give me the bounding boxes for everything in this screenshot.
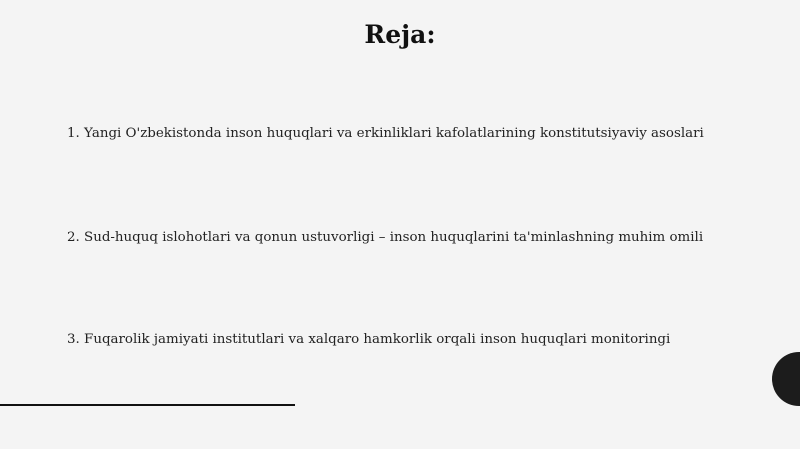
plan-item-1: 1. Yangi O'zbekistonda inson huquqlari va erkinliklari kafolatlarining konstitutsiyaviy asoslari [67,126,704,141]
decorative-divider-line [0,404,295,406]
plan-item-3: 3. Fuqarolik jamiyati institutlari va xalqaro hamkorlik orqali inson huquqlari monitoringi [67,332,671,347]
plan-item-2: 2. Sud-huquq islohotlari va qonun ustuvorligi – inson huquqlarini ta'minlashning muhim omili [67,230,704,245]
slide-title: Reja: [364,20,436,49]
decorative-circle-shape [772,352,800,406]
